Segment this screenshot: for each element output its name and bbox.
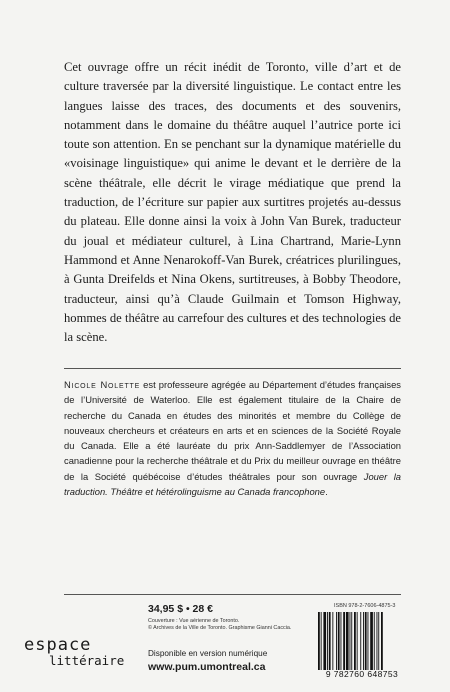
logo-line-1: espace [24,635,92,655]
summary-paragraph: Cet ouvrage offre un récit inédit de Toronto, ville d’art et de culture traversée par la diversité linguistique. Le contact entre les langues laisse des traces, des documents et des souvenirs, notamment dans le domaine du théâtre auquel l’autrice porte ici toute son attention. En se penchant sur la dynamique matérielle du «voisinage linguistique» qui anime le devant et le derrière de la scène théâtrale, elle décrit le virage médiatique que prend la traduction, de l’écriture sur papier aux surtitres projetés au-dessus du plateau. Elle donne ainsi la voix à John Van Burek, traducteur du joual et médiateur culturel, à Lina Chartrand, Marie-Lynn Hammond et Anne Nenarokoff-Van Burek, créatrices plurilingues, à Gunta Dreifelds et Nina Okens, surtitreuses, à Bobby Theodore, traducteur, ainsi qu’à Claude Guilmain et Tomson Highway, hommes de théâtre au carrefour des cultures et des technologies de la scène. [64,60,401,345]
bio-text-end: . [325,486,328,498]
barcode-number: 9 782760 648753 [325,669,399,679]
author-bio [64,377,401,499]
back-cover-summary [64,58,401,347]
divider-bottom [64,594,401,595]
barcode [316,612,411,670]
publisher-url[interactable]: www.pum.umontreal.ca [148,661,266,673]
previous-book-title: Jouer la traduction. Théâtre et hétérolinguisme au Canada francophone [64,470,401,498]
digital-availability: Disponible en version numérique [148,649,268,658]
price: 34,95 $ • 28 € [148,603,213,615]
logo-line-2: littéraire [49,653,125,668]
credit-line: Couverture : Vue aérienne de Toronto. [148,618,240,624]
isbn: ISBN 978-2-7606-4875-3 [334,603,396,609]
credit-line: © Archives de la Ville de Toronto. Graphisme Gianni Caccia. [148,625,292,632]
divider-top [64,368,401,369]
author-name: Nicole Nolette [64,379,141,390]
cover-credits [148,618,318,633]
publisher-logo [24,635,125,668]
bio-text: est professeure agrégée au Département d’études françaises de l’Université de Waterloo. Elle est également titulaire de la Chaire de recherche du Canada en études des minorités et membre du Collège de nouveaux chercheurs et créateurs en arts et en sciences de la Société Royale du Canada. Elle a été lauréate du prix Ann-Saddlemyer de l’Association canadienne pour la recherche théâtrale et du Prix du meilleur ouvrage en théâtre de la Société québécoise d’études théâtrales pour son ouvrage [64,379,401,482]
